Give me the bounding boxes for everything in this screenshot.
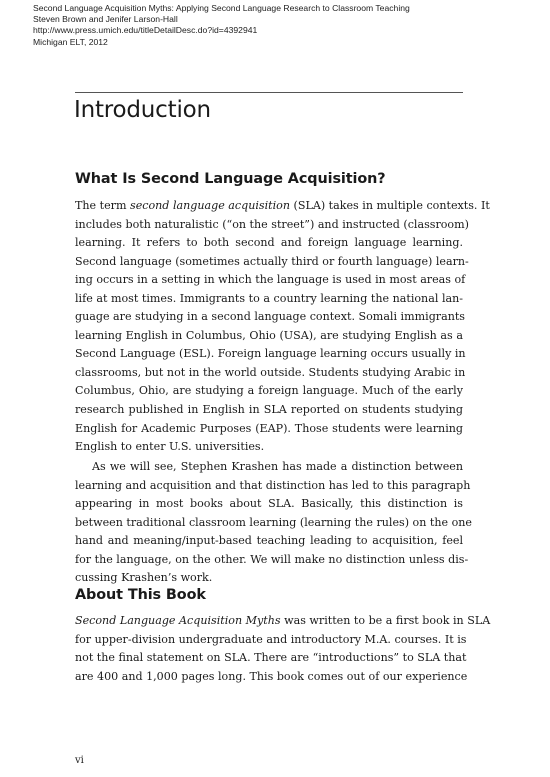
text-line: English for Academic Purposes (EAP). Those students were learning [75,421,463,435]
text-line: for upper-division undergraduate and introductory M.A. courses. It is [75,632,467,646]
text-line: for the language, on the other. We will make no distinction unless dis- [75,552,469,566]
text-line: ing occurs in a setting in which the language is used in most areas of [75,273,466,287]
text-line: hand and meaning/input-based teaching leading to acquisition, feel [75,534,463,548]
text-line: Second language (sometimes actually third or fourth language) learn- [75,254,469,268]
text-line: learning and acquisition and that distinction has led to this paragraph [75,478,471,492]
header-publisher: Michigan ELT, 2012 [33,36,108,47]
header-authors[interactable]: Steven Brown and Jenifer Larson-Hall [33,14,178,25]
text-line: learning. It refers to both second and foreign language learning. [75,236,463,250]
chapter-title: Introduction [74,97,211,123]
section-heading-about-this-book: About This Book [75,587,206,603]
text-line: English to enter U.S. universities. [75,440,265,454]
text-line: As we will see, Stephen Krashen has made a distinction between [92,460,463,473]
source-header [33,3,410,48]
text-line: between traditional classroom learning (learning the rules) on the one [75,515,472,529]
paragraph-krashen-distinction [75,458,472,588]
chapter-rule [75,92,463,93]
text-line: life at most times. Immigrants to a country learning the national lan- [75,291,463,305]
header-book-title: Second Language Acquisition Myths: Applying Second Language Research to Classroom Teaching [33,3,410,13]
text-line: cussing Krashen’s work. [75,571,213,585]
section-heading-what-is-sla: What Is Second Language Acquisition? [75,171,386,187]
page-number: vi [75,755,84,766]
text-line: The term second language acquisition (SLA) takes in multiple contexts. It [75,199,490,212]
text-line: are 400 and 1,000 pages long. This book comes out of our experience [75,669,468,683]
paragraph-about-book [75,612,491,686]
text-line: appearing in most books about SLA. Basically, this distinction is [75,497,463,511]
text-line: Columbus, Ohio, are studying a foreign language. Much of the early [75,384,463,398]
text-line: not the final statement on SLA. There are “introductions” to SLA that [75,651,467,665]
text-line: Second Language Acquisition Myths was written to be a first book in SLA [75,614,491,627]
text-line: classrooms, but not in the world outside. Students studying Arabic in [75,365,466,379]
text-line: learning English in Columbus, Ohio (USA), are studying English as a [75,328,463,342]
text-line: Second Language (ESL). Foreign language learning occurs usually in [75,347,466,361]
text-line: research published in English in SLA reported on students studying [75,403,463,417]
paragraph-sla-definition [75,197,490,457]
header-url[interactable]: http://www.press.umich.edu/titleDetailDesc.do?id=4392941 [33,25,258,36]
text-line: includes both naturalistic (“on the street”) and instructed (classroom) [75,217,469,231]
text-line: guage are studying in a second language context. Somali immigrants [75,310,466,324]
